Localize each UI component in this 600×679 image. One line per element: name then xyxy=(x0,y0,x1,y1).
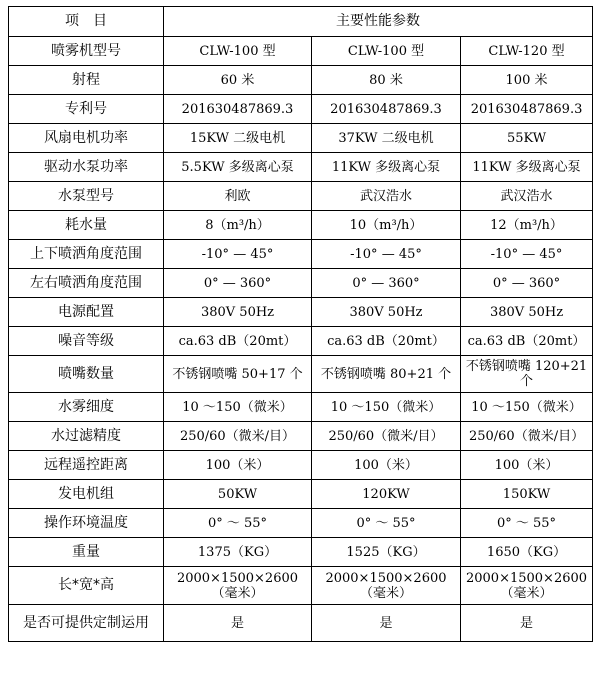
value-cell: 是 xyxy=(312,605,461,642)
value-cell: 不锈钢喷嘴 120+21 个 xyxy=(461,356,593,393)
value-cell: 0° — 360° xyxy=(461,269,593,298)
value-cell: 0° — 360° xyxy=(312,269,461,298)
value-cell: 武汉浩水 xyxy=(312,182,461,211)
value-cell: 0° ～ 55° xyxy=(164,509,312,538)
header-params-cell: 主要性能参数 xyxy=(164,7,593,37)
value-cell: 15KW 二级电机 xyxy=(164,124,312,153)
value-cell: 武汉浩水 xyxy=(461,182,593,211)
value-cell: 80 米 xyxy=(312,66,461,95)
table-row xyxy=(9,95,593,124)
value-cell: 12（m³/h） xyxy=(461,211,593,240)
value-cell: 380V 50Hz xyxy=(164,298,312,327)
table-row xyxy=(9,182,593,211)
row-label: 左右喷洒角度范围 xyxy=(9,269,164,298)
row-label: 喷雾机型号 xyxy=(9,37,164,66)
value-cell: 50KW xyxy=(164,480,312,509)
table-row xyxy=(9,37,593,66)
value-cell: CLW-100 型 xyxy=(312,37,461,66)
value-cell: 250/60（微米/目） xyxy=(461,422,593,451)
value-cell: -10° — 45° xyxy=(164,240,312,269)
value-cell: CLW-120 型 xyxy=(461,37,593,66)
value-cell: 利欧 xyxy=(164,182,312,211)
value-cell: 120KW xyxy=(312,480,461,509)
value-cell: 100 米 xyxy=(461,66,593,95)
row-label: 电源配置 xyxy=(9,298,164,327)
value-cell: 不锈钢喷嘴 50+17 个 xyxy=(164,356,312,393)
table-row xyxy=(9,393,593,422)
row-label: 上下喷洒角度范围 xyxy=(9,240,164,269)
row-label: 水泵型号 xyxy=(9,182,164,211)
row-label: 水过滤精度 xyxy=(9,422,164,451)
value-cell: 37KW 二级电机 xyxy=(312,124,461,153)
value-cell: 1525（KG） xyxy=(312,538,461,567)
table-row xyxy=(9,538,593,567)
value-cell: 250/60（微米/目） xyxy=(164,422,312,451)
value-cell: 1650（KG） xyxy=(461,538,593,567)
value-cell: 不锈钢喷嘴 80+21 个 xyxy=(312,356,461,393)
table-row xyxy=(9,211,593,240)
value-cell: 201630487869.3 xyxy=(312,95,461,124)
value-cell: 10 ～150（微米） xyxy=(312,393,461,422)
row-label: 喷嘴数量 xyxy=(9,356,164,393)
header-item-cell: 项 目 xyxy=(9,7,164,37)
value-cell: -10° — 45° xyxy=(312,240,461,269)
value-cell: 150KW xyxy=(461,480,593,509)
row-label: 噪音等级 xyxy=(9,327,164,356)
table-row xyxy=(9,567,593,605)
value-cell: 380V 50Hz xyxy=(312,298,461,327)
table-row xyxy=(9,240,593,269)
value-cell: 1375（KG） xyxy=(164,538,312,567)
value-cell: 10 ～150（微米） xyxy=(461,393,593,422)
value-cell: 8（m³/h） xyxy=(164,211,312,240)
row-label: 发电机组 xyxy=(9,480,164,509)
row-label: 水雾细度 xyxy=(9,393,164,422)
table-row xyxy=(9,327,593,356)
row-label: 重量 xyxy=(9,538,164,567)
value-cell: -10° — 45° xyxy=(461,240,593,269)
spec-table-body xyxy=(9,7,593,642)
row-label: 风扇电机功率 xyxy=(9,124,164,153)
table-row xyxy=(9,509,593,538)
value-cell: 0° ～ 55° xyxy=(312,509,461,538)
value-cell: 11KW 多级离心泵 xyxy=(461,153,593,182)
value-cell: 0° — 360° xyxy=(164,269,312,298)
value-cell: 380V 50Hz xyxy=(461,298,593,327)
value-cell: 是 xyxy=(461,605,593,642)
table-row xyxy=(9,356,593,393)
value-cell: 11KW 多级离心泵 xyxy=(312,153,461,182)
value-cell: 100（米） xyxy=(461,451,593,480)
value-cell: 100（米） xyxy=(164,451,312,480)
spec-table xyxy=(8,6,593,642)
value-cell: 5.5KW 多级离心泵 xyxy=(164,153,312,182)
row-label: 射程 xyxy=(9,66,164,95)
row-label: 操作环境温度 xyxy=(9,509,164,538)
value-cell: ca.63 dB（20mt） xyxy=(312,327,461,356)
value-cell: ca.63 dB（20mt） xyxy=(461,327,593,356)
table-row xyxy=(9,124,593,153)
row-label: 长*宽*高 xyxy=(9,567,164,605)
value-cell: 100（米） xyxy=(312,451,461,480)
table-row xyxy=(9,422,593,451)
row-label: 驱动水泵功率 xyxy=(9,153,164,182)
row-label: 是否可提供定制运用 xyxy=(9,605,164,642)
value-cell: 10（m³/h） xyxy=(312,211,461,240)
table-row xyxy=(9,66,593,95)
value-cell: 2000×1500×2600（毫米） xyxy=(164,567,312,605)
table-row xyxy=(9,298,593,327)
value-cell: 0° ～ 55° xyxy=(461,509,593,538)
value-cell: 201630487869.3 xyxy=(461,95,593,124)
table-row xyxy=(9,451,593,480)
row-label: 专利号 xyxy=(9,95,164,124)
row-label: 远程遥控距离 xyxy=(9,451,164,480)
value-cell: ca.63 dB（20mt） xyxy=(164,327,312,356)
value-cell: 250/60（微米/目） xyxy=(312,422,461,451)
table-row xyxy=(9,605,593,642)
value-cell: 55KW xyxy=(461,124,593,153)
table-row xyxy=(9,480,593,509)
table-row xyxy=(9,269,593,298)
value-cell: 10 ～150（微米） xyxy=(164,393,312,422)
value-cell: 201630487869.3 xyxy=(164,95,312,124)
value-cell: 2000×1500×2600（毫米） xyxy=(461,567,593,605)
value-cell: 60 米 xyxy=(164,66,312,95)
table-row xyxy=(9,153,593,182)
row-label: 耗水量 xyxy=(9,211,164,240)
value-cell: 是 xyxy=(164,605,312,642)
value-cell: CLW-100 型 xyxy=(164,37,312,66)
header-row xyxy=(9,7,593,37)
value-cell: 2000×1500×2600（毫米） xyxy=(312,567,461,605)
